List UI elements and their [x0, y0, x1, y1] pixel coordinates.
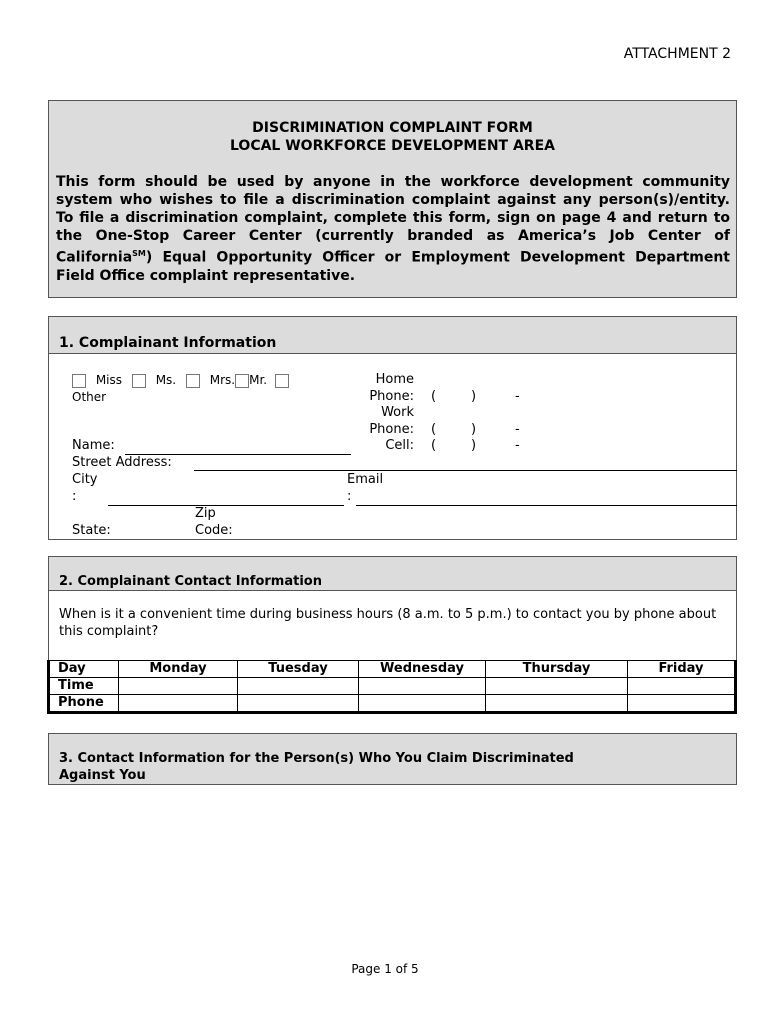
form-intro: This form should be used by anyone in the workforce development community system who wishes to file a discrimination complaint against any person(s)/entity. To file a discrimination complaint, complete this form, sign on page 4 and return to the One-Stop Career Center (currently branded as America’s Job Center of California℠) Equal Opportunity Officer or Employment Development Department Field Office complaint representative. — [56, 174, 730, 284]
phone-wednesday-cell[interactable] — [359, 695, 486, 713]
time-tuesday-cell[interactable] — [238, 678, 359, 695]
home-phone-label-1: Home — [375, 372, 414, 387]
phone-monday-cell[interactable] — [119, 695, 238, 713]
cell-phone-open: ( — [431, 438, 437, 453]
form-subtitle: LOCAL WORKFORCE DEVELOPMENT AREA — [230, 138, 555, 154]
section-2-heading: 2. Complainant Contact Information — [59, 574, 322, 589]
zip-label: Zip — [195, 506, 216, 521]
mrs-checkbox[interactable] — [186, 374, 200, 388]
city-label: City — [72, 472, 98, 487]
zip-label-code: Code: — [195, 523, 233, 538]
phone-thursday-cell[interactable] — [486, 695, 628, 713]
time-row-label: Time — [49, 678, 119, 695]
street-address-field[interactable] — [194, 470, 737, 471]
phone-labels — [366, 372, 414, 455]
phone-row-label: Phone — [49, 695, 119, 713]
contact-time-table — [47, 660, 737, 714]
other-checkbox[interactable] — [275, 374, 289, 388]
miss-checkbox[interactable] — [72, 374, 86, 388]
phone-row — [49, 695, 736, 713]
email-label-colon: : — [347, 489, 352, 504]
wednesday-header: Wednesday — [359, 661, 486, 678]
state-label: State: — [72, 523, 111, 538]
other-label: Other — [72, 390, 107, 404]
home-phone-label-2: Phone: — [369, 388, 414, 404]
section-3-heading: 3. Contact Information for the Person(s) Who You Claim Discriminated Against You — [59, 751, 574, 783]
table-header-row — [49, 661, 736, 678]
time-thursday-cell[interactable] — [486, 678, 628, 695]
friday-header: Friday — [628, 661, 736, 678]
time-wednesday-cell[interactable] — [359, 678, 486, 695]
title-options — [72, 373, 302, 388]
cell-phone-dash: - — [515, 438, 520, 453]
miss-label: Miss — [95, 373, 123, 387]
email-field[interactable] — [356, 505, 737, 506]
time-row — [49, 678, 736, 695]
section-1-heading: 1. Complainant Information — [59, 335, 277, 351]
section-2-body — [48, 590, 737, 660]
mr-checkbox[interactable] — [235, 374, 249, 388]
work-phone-open: ( — [431, 422, 437, 437]
ms-label: Ms. — [155, 373, 177, 387]
day-header: Day — [49, 661, 119, 678]
work-phone-label-1: Work — [381, 405, 414, 420]
attachment-label: ATTACHMENT 2 — [623, 46, 731, 62]
work-phone-label-2: Phone: — [369, 421, 414, 437]
ms-checkbox[interactable] — [132, 374, 146, 388]
city-field[interactable] — [108, 505, 344, 506]
name-label: Name: — [72, 438, 115, 453]
mr-label: Mr. — [249, 373, 268, 387]
tuesday-header: Tuesday — [238, 661, 359, 678]
street-address-label: Street Address: — [72, 455, 172, 470]
mrs-label: Mrs. — [209, 373, 236, 387]
time-monday-cell[interactable] — [119, 678, 238, 695]
thursday-header: Thursday — [486, 661, 628, 678]
page-number: Page 1 of 5 — [351, 962, 419, 976]
contact-time-question: When is it a convenient time during business hours (8 a.m. to 5 p.m.) to contact you by phone about this complaint? — [59, 607, 717, 639]
section-3-header — [48, 733, 737, 785]
work-phone-dash: - — [515, 422, 520, 437]
phone-tuesday-cell[interactable] — [238, 695, 359, 713]
section-2-header — [48, 556, 737, 591]
home-phone-dash: - — [515, 389, 520, 404]
city-label-colon: : — [72, 489, 77, 504]
cell-label: Cell: — [385, 438, 414, 453]
time-friday-cell[interactable] — [628, 678, 736, 695]
cell-phone-close: ) — [471, 438, 477, 453]
form-header — [48, 100, 737, 298]
home-phone-open: ( — [431, 389, 437, 404]
section-1-header — [48, 316, 737, 354]
form-title: DISCRIMINATION COMPLAINT FORM — [252, 120, 533, 136]
phone-friday-cell[interactable] — [628, 695, 736, 713]
monday-header: Monday — [119, 661, 238, 678]
email-label: Email — [347, 472, 384, 487]
work-phone-close: ) — [471, 422, 477, 437]
home-phone-close: ) — [471, 389, 477, 404]
